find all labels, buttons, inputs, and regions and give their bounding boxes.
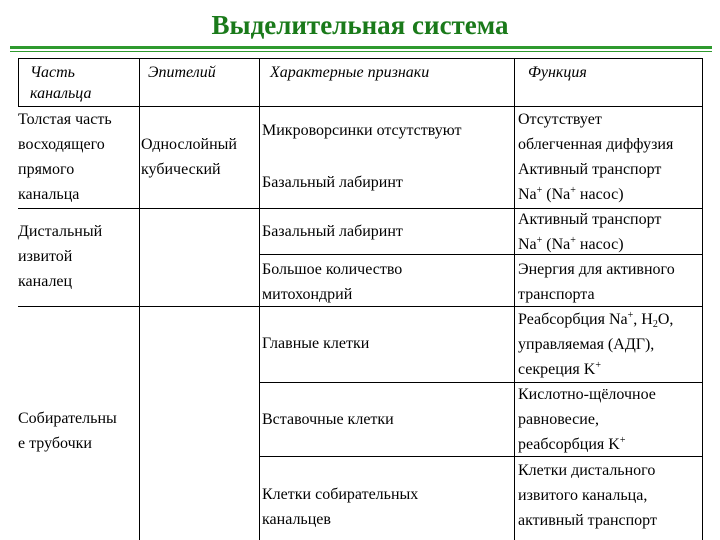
- feature-collecting-cells: Клетки собирательных канальцев: [262, 486, 419, 528]
- function-active-transport: Активный транспорт Na+ (Na+ насос): [518, 161, 662, 203]
- function-facilitated-diffusion: Отсутствует облегченная диффузия: [518, 111, 674, 153]
- feature-microvilli: Микроворсинки отсутствуют: [262, 122, 462, 139]
- function-acid-base: Кислотно-щёлочное равновесие, реабсорбция K+: [518, 386, 656, 453]
- column-divider-3: [514, 58, 515, 540]
- function-reabsorption: Реабсорбция Na+, $H_2O$, управляемая (АДГ), секреция K+: [518, 310, 674, 378]
- header-features: Характерные признаки: [270, 64, 430, 81]
- column-divider-1: [139, 58, 140, 540]
- feature-basal-labyrinth: Базальный лабиринт: [262, 174, 403, 191]
- header-function: Функция: [528, 64, 587, 81]
- table-border-right: [702, 58, 703, 540]
- page-title: Выделительная система: [211, 10, 509, 40]
- part-ascending: Толстая часть восходящего прямого канальца: [18, 111, 112, 203]
- part-distal: Дистальный извитой каналец: [18, 223, 103, 290]
- title-underline-thin: [10, 51, 712, 52]
- part-collecting: Собирательны е трубочки: [18, 410, 117, 452]
- title-underline: [10, 46, 712, 49]
- feature-mitochondria: Большое количество митохондрий: [262, 261, 403, 303]
- function-energy: Энергия для активного транспорта: [518, 261, 675, 303]
- column-divider-2: [259, 58, 260, 540]
- feature-basal-labyrinth: Базальный лабиринт: [262, 223, 403, 240]
- header-epithelium: Эпителий: [148, 64, 216, 81]
- header-part: Часть канальца: [30, 64, 92, 102]
- table-border-left: [18, 58, 19, 106]
- function-distal-cells: Клетки дистального извитого канальца, активный транспорт: [518, 462, 657, 529]
- feature-principal-cells: Главные клетки: [262, 335, 370, 352]
- row-divider: [18, 58, 703, 59]
- function-active-transport: Активный транспорт Na+ (Na+ насос): [518, 211, 662, 253]
- feature-intercalated-cells: Вставочные клетки: [262, 411, 394, 428]
- epithelium-ascending: Однослойный кубический: [141, 136, 237, 178]
